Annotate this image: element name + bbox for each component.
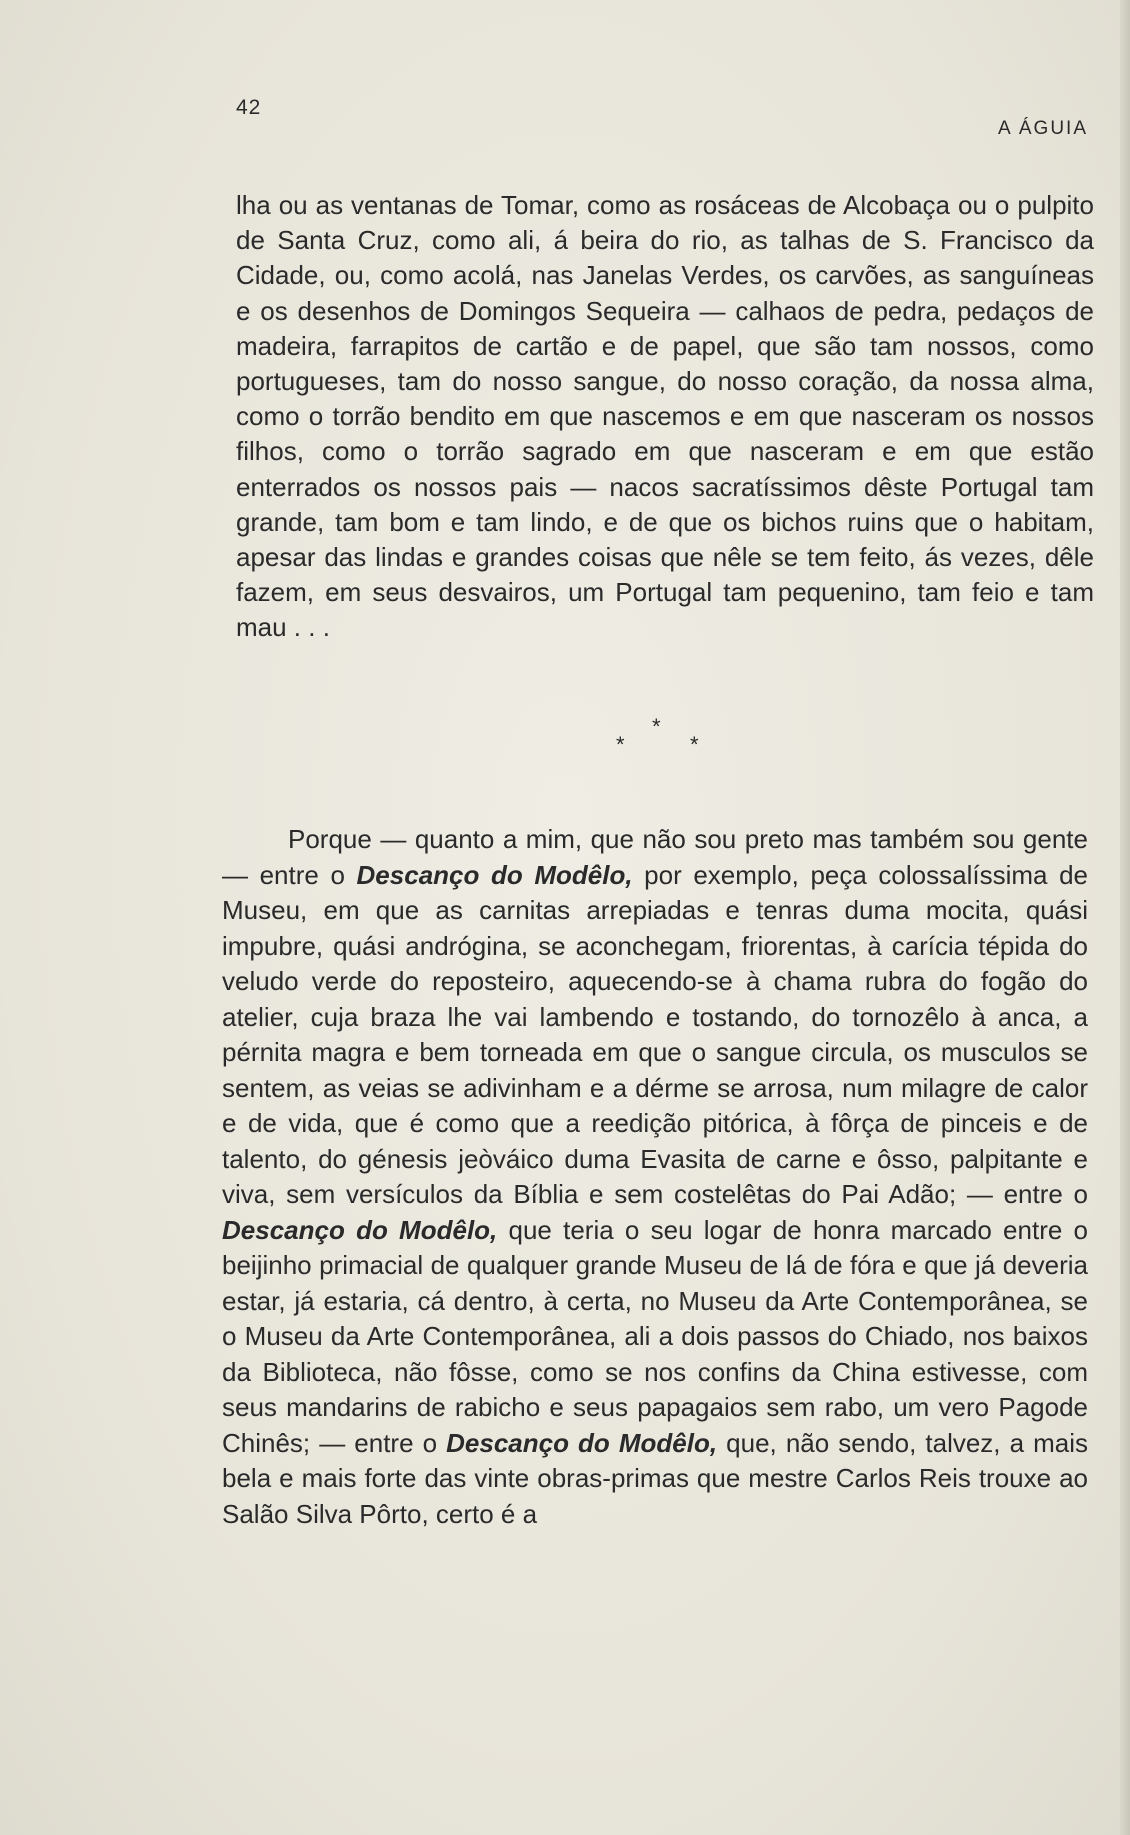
paragraph-2-part-2: por exemplo, peça colossalíssima de Museu, em que as carnitas arrepiadas e tenras duma mocita, quási impubre, quási andrógina, se aconchegam, friorentas, à carícia tépida do veludo verde do reposteiro, aquecendo-se à chama rubra do fogão do atelier, cuja braza lhe vai lambendo e tostando, do tornozêlo à anca, a pérnita magra e bem torneada em que o sangue circula, os musculos se sentem, as veias se adivinham e a dérme se arrosa, num milagre de calor e de vida, que é como que a reedição pitórica, à fôrça de pinceis e de talento, do génesis jeòváico duma Evasita de carne e ôsso, palpitante e viva, sem versículos da Bíblia e sem costelêtas do Pai Adão; — entre o bbox=[222, 859, 1088, 1209]
paragraph-2 bbox=[222, 822, 1088, 1532]
paragraph-1: lha ou as ventanas de Tomar, como as rosáceas de Alcobaça ou o pulpito de Santa Cruz, como ali, á beira do rio, as talhas de S. Francisco da Cidade, ou, como acolá, nas Janelas Verdes, os carvões, as sanguíneas e os desenhos de Domingos Sequeira — calhaos de pedra, pedaços de madeira, farrapitos de cartão e de papel, que são tam nossos, como portugueses, tam do nosso sangue, do nosso coração, da nossa alma, como o torrão bendito em que nascemos e em que nasceram os nossos filhos, como o torrão sagrado em que nasceram e em que estão enterrados os nossos pais — nacos sacratíssimos dêste Portugal tam grande, tam bom e tam lindo, e de que os bichos ruins que o habitam, apesar das lindas e grandes coisas que nêle se tem feito, ás vezes, dêle fazem, em seus desvairos, um Portugal tam pequenino, tam feio e tam mau . . . bbox=[236, 190, 1094, 643]
painting-title-1: Descanço do Modêlo, bbox=[356, 859, 633, 890]
asterism-star-right: * bbox=[690, 732, 699, 757]
paragraph-2-part-4: que, não sendo, talvez, a mais bela e mais forte das vinte obras-primas que mestre Carlos Reis trouxe ao Salão Silva Pôrto, certo é a bbox=[222, 1427, 1089, 1529]
painting-title-2: Descanço do Modêlo, bbox=[222, 1214, 498, 1245]
asterism-star-top: * bbox=[652, 714, 661, 739]
page-edge bbox=[1120, 0, 1130, 1835]
painting-title-3: Descanço do Modêlo, bbox=[446, 1427, 718, 1458]
running-head: A ÁGUIA bbox=[997, 118, 1088, 139]
asterism-separator bbox=[600, 714, 720, 757]
page-number: 42 bbox=[236, 96, 262, 119]
paragraph-2-part-1: Porque — quanto a mim, que não sou preto mas também sou gente — entre o bbox=[222, 824, 1088, 890]
paragraph-2-part-3: que teria o seu logar de honra marcado entre o beijinho primacial de qualquer grande Museu de lá de fóra e que já deveria estar, já estaria, cá dentro, à certa, no Museu da Arte Contemporânea, se o Museu da Arte Contemporânea, ali a dois passos do Chiado, nos baixos da Biblioteca, não fôsse, como se nos confins da China estivesse, com seus mandarins de rabicho e seus papagaios sem rabo, um vero Pagode Chinês; — entre o bbox=[222, 1214, 1089, 1458]
asterism-star-left: * bbox=[616, 732, 625, 757]
